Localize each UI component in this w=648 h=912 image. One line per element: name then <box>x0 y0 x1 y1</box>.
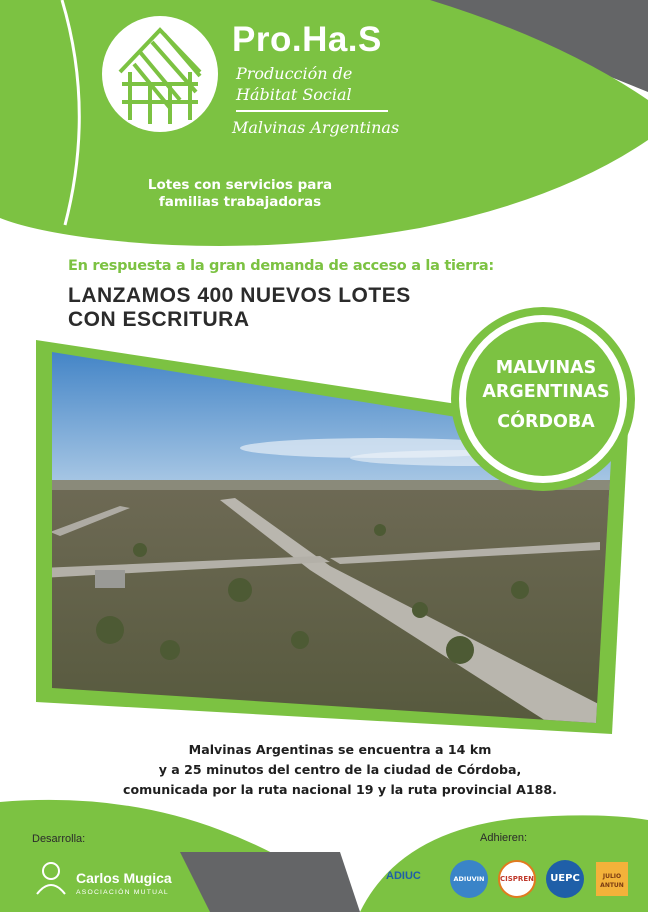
mugica-portrait-icon <box>34 860 68 896</box>
adiuc-logo: ADIUC <box>386 870 421 882</box>
badge-line-1: MALVINAS <box>495 358 597 378</box>
adherents-label: Adhieren: <box>480 832 528 844</box>
tagline-line-1: Lotes con servicios para <box>147 177 333 193</box>
julio-antun-logo: JULIO ANTUN <box>596 862 628 896</box>
brand-subtitle-1: Producción de <box>236 64 353 83</box>
tagline <box>100 177 380 211</box>
description-line-1: Malvinas Argentinas se encuentra a 14 km <box>188 742 492 757</box>
headline-line-1: LANZAMOS 400 NUEVOS LOTES <box>68 284 411 307</box>
badge-line-2: ARGENTINAS <box>482 382 610 402</box>
developer-name: Carlos Mugica <box>76 870 172 886</box>
headline <box>68 284 411 332</box>
badge-line-3: CÓRDOBA <box>497 412 595 432</box>
headline-line-2: CON ESCRITURA <box>68 308 250 331</box>
prohas-logo-icon <box>100 12 220 136</box>
cispren-logo: CISPREN <box>498 860 536 898</box>
brand-subtitle-2: Hábitat Social <box>236 85 352 104</box>
description-line-3: comunicada por la ruta nacional 19 y la ruta provincial A188. <box>123 782 557 797</box>
uepc-logo: UEPC <box>546 860 584 898</box>
adiuvin-logo: ADIUVIN <box>450 860 488 898</box>
intro-text: En respuesta a la gran demanda de acceso a la tierra: <box>68 258 494 274</box>
brand-divider <box>236 110 388 112</box>
badge-text <box>458 356 634 434</box>
developer-label: Desarrolla: <box>32 833 86 845</box>
tagline-line-2: familias trabajadoras <box>158 194 322 210</box>
brand-name: Pro.Ha.S <box>232 20 382 59</box>
developer-subtitle: ASOCIACIÓN MUTUAL <box>76 889 169 896</box>
description-line-2: y a 25 minutos del centro de la ciudad de Córdoba, <box>158 762 522 777</box>
brand-city: Malvinas Argentinas <box>232 118 400 137</box>
